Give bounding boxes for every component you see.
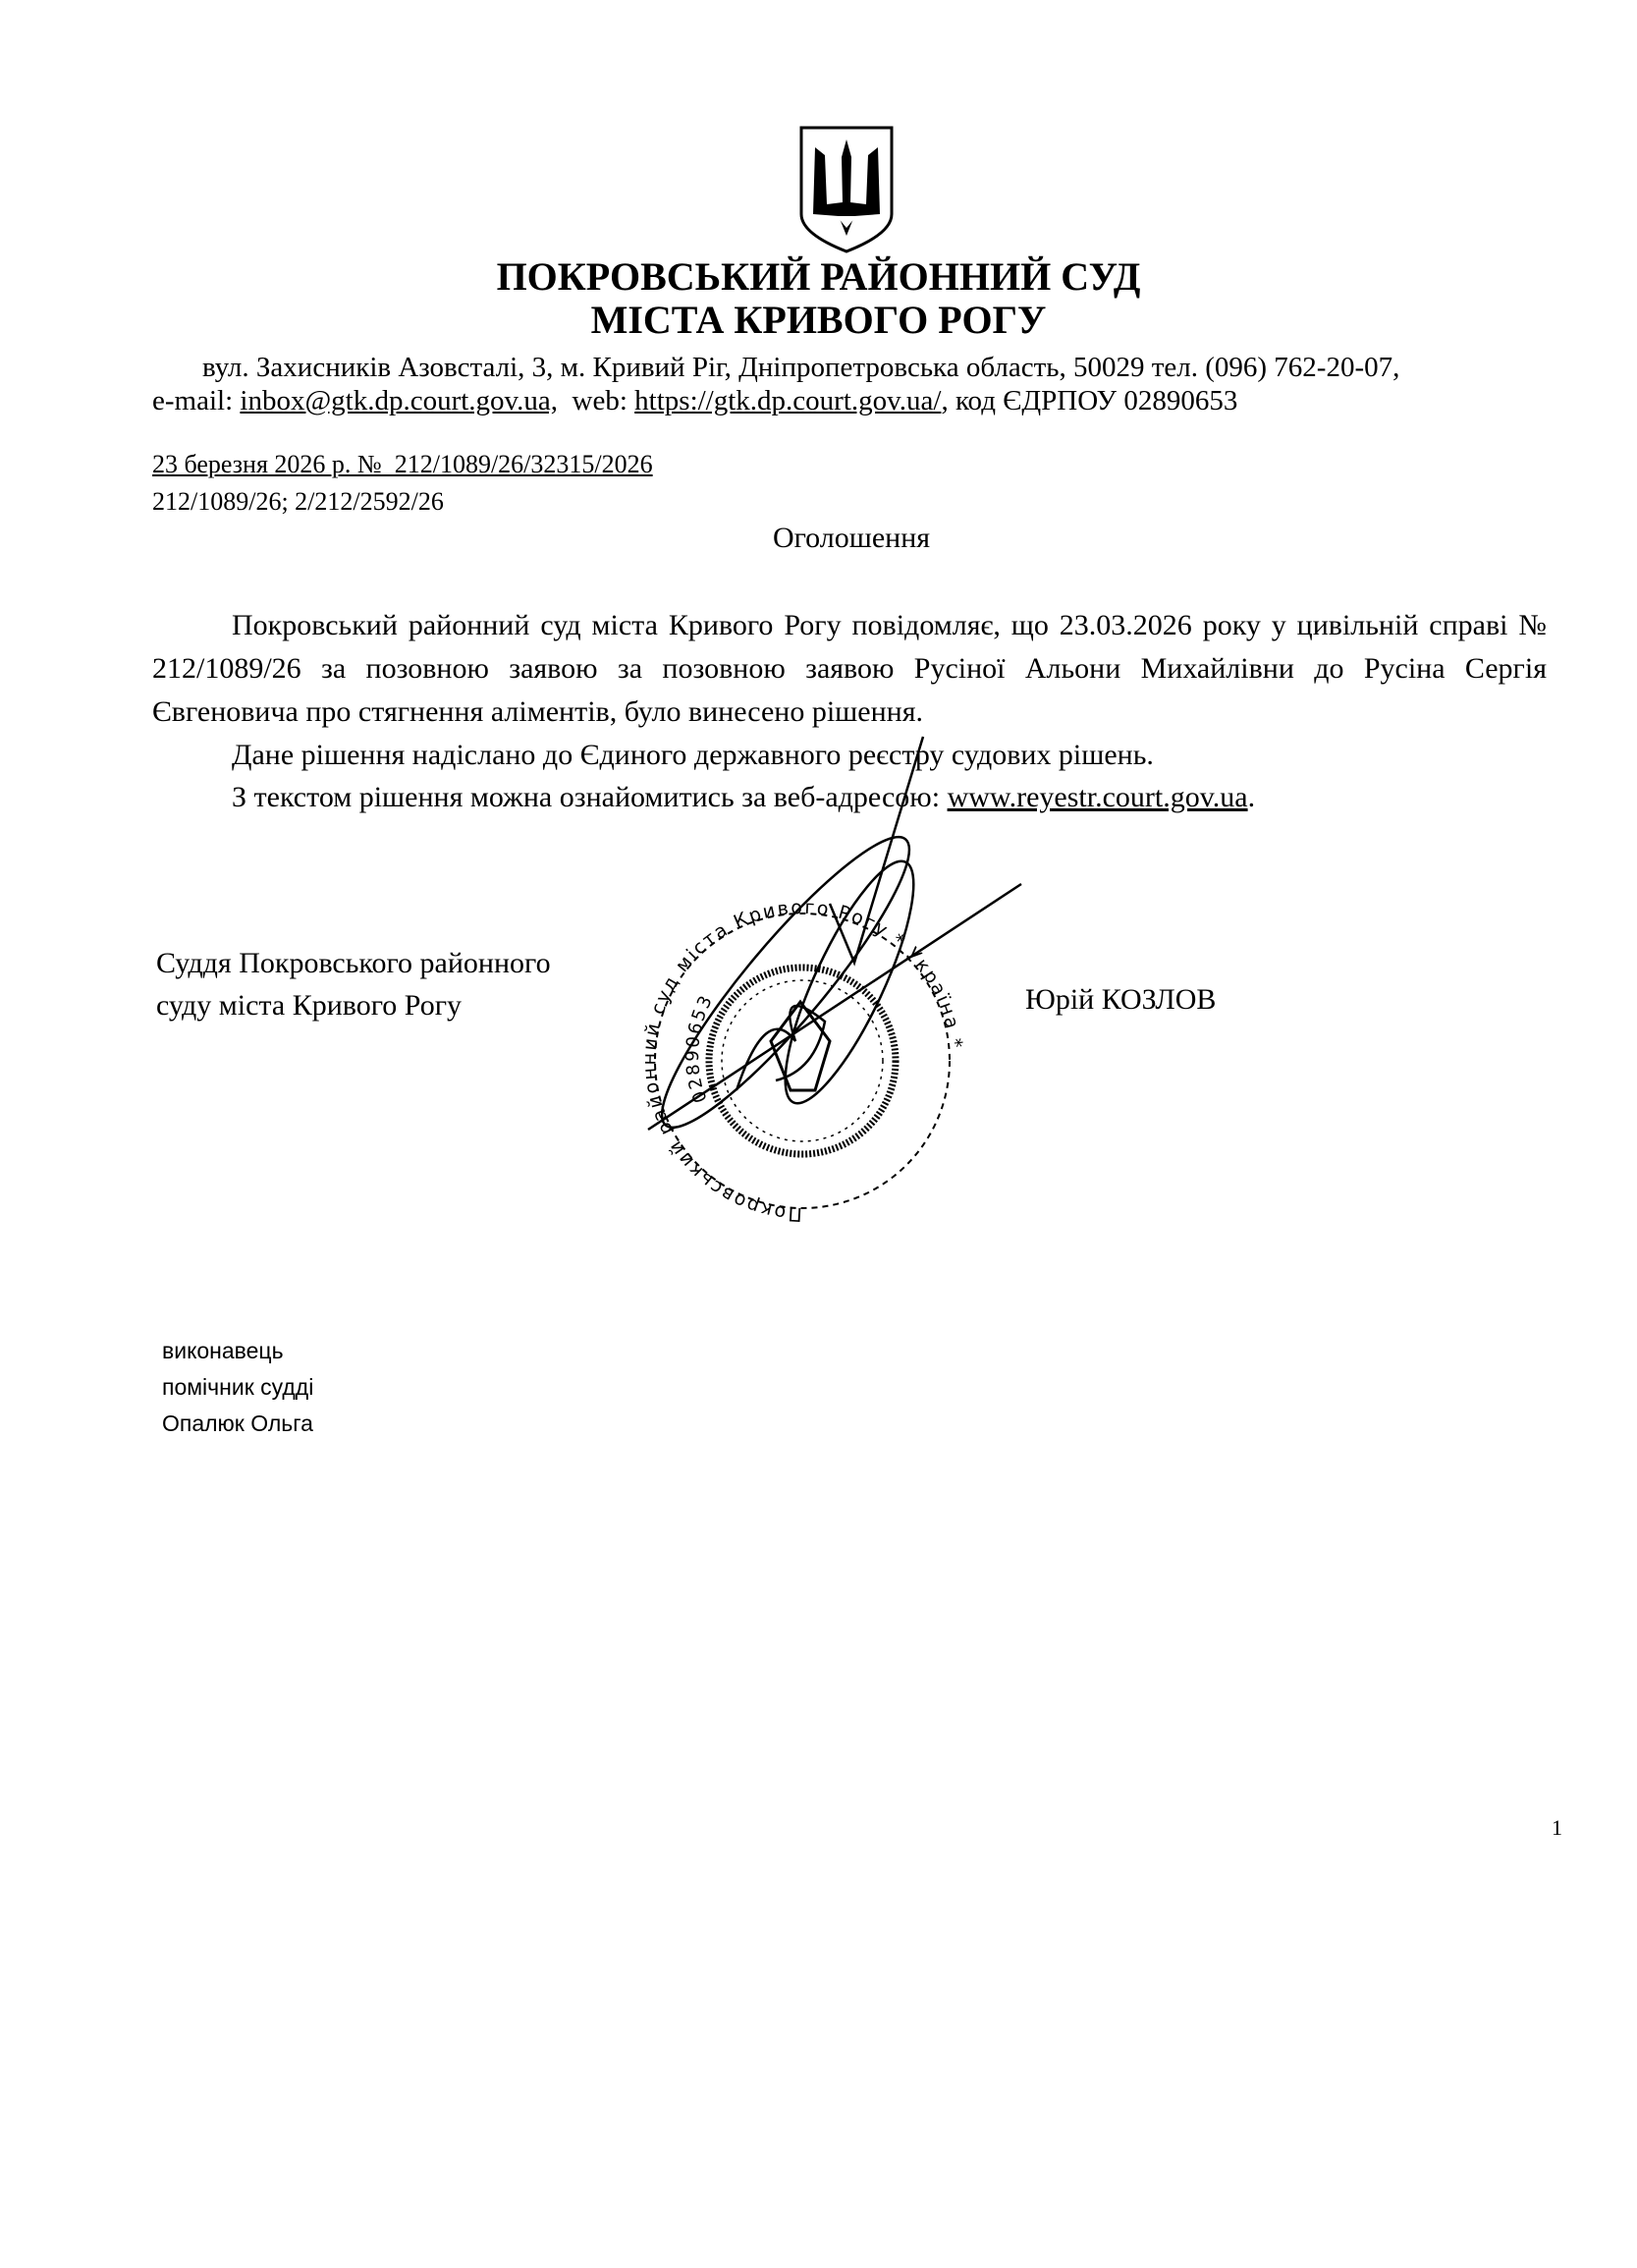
executor-name: Опалюк Ольга [162, 1411, 313, 1436]
stamp-outer-text: Покровський районний суд міста Кривого Рогу * Україна * [638, 896, 967, 1226]
court-contacts [152, 385, 1237, 417]
case-numbers: 212/1089/26; 2/212/2592/26 [152, 487, 444, 516]
paragraph-3-text: З текстом рішення можна ознайомитись за веб-адресою: [232, 781, 948, 813]
registry-link[interactable]: www.reyestr.court.gov.ua [947, 781, 1248, 813]
court-address: вул. Захисників Азовсталі, 3, м. Кривий Ріг, Дніпропетровська область, 50029 тел. (096) 762-20-07, [202, 352, 1400, 383]
judge-position-line1: Суддя Покровського районного [156, 947, 551, 979]
court-name-line2: МІСТА КРИВОГО РОГУ [590, 298, 1047, 342]
email-label: e-mail: [152, 385, 241, 416]
executor-label: виконавець [162, 1338, 284, 1363]
executor-role: помічник судді [162, 1374, 314, 1400]
page-number: 1 [1552, 1815, 1562, 1840]
judge-position-line2: суду міста Кривого Рогу [156, 989, 463, 1022]
notice-paragraph-2: Дане рішення надіслано до Єдиного державного реєстру судових рішень. [232, 739, 1154, 771]
stamp-code: 02890653 [682, 990, 718, 1106]
notice-paragraph-1: Покровський районний суд міста Кривого Рогу повідомляє, що 23.03.2026 року у цивільній справі № 212/1089/26 за позовною заявою за позовною заявою Русіної Альони Михайлівни до Русіна Сергія Євгеновича про стягнення аліментів, було винесено рішення. [152, 609, 1547, 728]
web-label: web: [558, 385, 635, 416]
outgoing-date-number: 23 березня 2026 р. № 212/1089/26/32315/2026 [152, 450, 653, 478]
paragraph-3-end: . [1247, 781, 1256, 813]
edrpou-code: , код ЄДРПОУ 02890653 [941, 385, 1238, 416]
court-stamp [628, 805, 1041, 1257]
web-link[interactable]: https://gtk.dp.court.gov.ua/ [634, 385, 942, 416]
judge-name: Юрій КОЗЛОВ [1025, 983, 1217, 1016]
email-link[interactable]: inbox@gtk.dp.court.gov.ua, [240, 385, 559, 416]
court-name-line1: ПОКРОВСЬКИЙ РАЙОННИЙ СУД [496, 254, 1141, 299]
coat-of-arms-icon [797, 126, 896, 253]
notice-heading: Оголошення [772, 522, 931, 554]
stamp-inner-ring [709, 968, 896, 1154]
